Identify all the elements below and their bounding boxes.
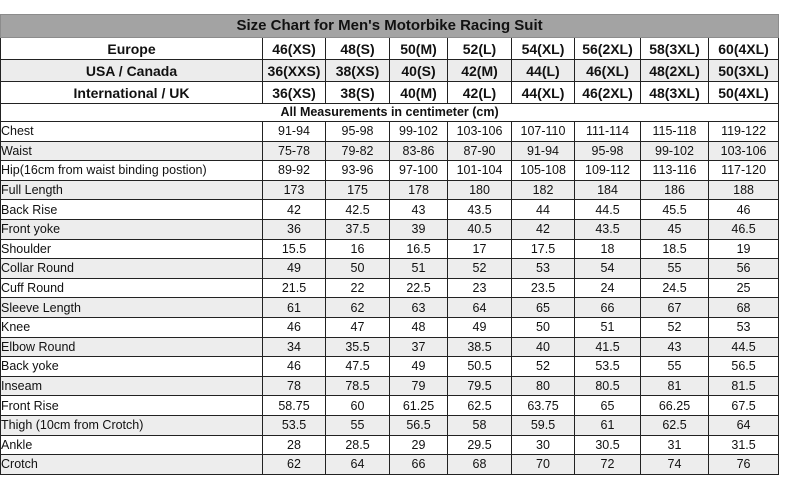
measurement-cell: 34 [263, 337, 326, 357]
measurement-cell: 42 [512, 219, 575, 239]
measurement-cell: 61 [263, 298, 326, 318]
measurement-cell: 76 [709, 455, 779, 475]
measurement-unit-note: All Measurements in centimeter (cm) [1, 104, 779, 122]
measurement-cell: 66 [575, 298, 641, 318]
measurement-row [1, 455, 779, 475]
measurement-row [1, 415, 779, 435]
measurement-cell: 50.5 [448, 357, 512, 377]
measurement-cell: 45.5 [641, 200, 709, 220]
size-cell: 58(3XL) [641, 38, 709, 60]
measurement-cell: 67 [641, 298, 709, 318]
measurement-cell: 22.5 [390, 278, 448, 298]
measurement-cell: 62 [326, 298, 390, 318]
measurement-label: Crotch [1, 455, 263, 475]
size-cell: 60(4XL) [709, 38, 779, 60]
measurement-cell: 91-94 [512, 141, 575, 161]
measurement-cell: 107-110 [512, 122, 575, 142]
measurement-cell: 58 [448, 415, 512, 435]
measurement-cell: 18.5 [641, 239, 709, 259]
measurement-label: Full Length [1, 180, 263, 200]
measurement-cell: 38.5 [448, 337, 512, 357]
measurement-cell: 52 [512, 357, 575, 377]
measurement-cell: 115-118 [641, 122, 709, 142]
measurement-cell: 29 [390, 435, 448, 455]
measurement-cell: 74 [641, 455, 709, 475]
measurement-row [1, 337, 779, 357]
measurement-cell: 53 [709, 317, 779, 337]
measurement-row [1, 259, 779, 279]
measurement-cell: 53 [512, 259, 575, 279]
measurement-cell: 184 [575, 180, 641, 200]
measurement-cell: 43.5 [448, 200, 512, 220]
measurement-cell: 43.5 [575, 219, 641, 239]
measurement-cell: 87-90 [448, 141, 512, 161]
measurement-cell: 68 [448, 455, 512, 475]
size-cell: 38(S) [326, 82, 390, 104]
measurement-cell: 48 [390, 317, 448, 337]
measurement-cell: 63 [390, 298, 448, 318]
size-cell: 40(M) [390, 82, 448, 104]
measurement-cell: 25 [709, 278, 779, 298]
measurement-cell: 39 [390, 219, 448, 239]
measurement-cell: 56 [709, 259, 779, 279]
measurement-cell: 65 [512, 298, 575, 318]
size-cell: 46(2XL) [575, 82, 641, 104]
measurement-cell: 103-106 [709, 141, 779, 161]
measurement-cell: 15.5 [263, 239, 326, 259]
measurement-cell: 75-78 [263, 141, 326, 161]
measurement-row [1, 376, 779, 396]
size-cell: 44(L) [512, 60, 575, 82]
measurement-cell: 56.5 [709, 357, 779, 377]
measurement-row [1, 298, 779, 318]
measurement-cell: 55 [641, 259, 709, 279]
measurement-cell: 62 [263, 455, 326, 475]
measurement-cell: 37.5 [326, 219, 390, 239]
measurement-label: Knee [1, 317, 263, 337]
measurement-cell: 29.5 [448, 435, 512, 455]
measurement-cell: 173 [263, 180, 326, 200]
measurement-row [1, 239, 779, 259]
measurement-cell: 16.5 [390, 239, 448, 259]
measurement-row [1, 219, 779, 239]
measurement-cell: 99-102 [641, 141, 709, 161]
measurement-cell: 23.5 [512, 278, 575, 298]
size-cell: 44(XL) [512, 82, 575, 104]
measurement-cell: 79-82 [326, 141, 390, 161]
measurement-cell: 35.5 [326, 337, 390, 357]
measurement-cell: 62.5 [448, 396, 512, 416]
measurement-cell: 41.5 [575, 337, 641, 357]
measurement-cell: 36 [263, 219, 326, 239]
measurement-cell: 188 [709, 180, 779, 200]
size-cell: 46(XL) [575, 60, 641, 82]
measurement-cell: 64 [326, 455, 390, 475]
size-cell: 42(L) [448, 82, 512, 104]
measurement-label: Cuff Round [1, 278, 263, 298]
measurement-cell: 46.5 [709, 219, 779, 239]
measurement-cell: 64 [709, 415, 779, 435]
measurement-row [1, 122, 779, 142]
measurement-label: Front yoke [1, 219, 263, 239]
measurement-cell: 43 [641, 337, 709, 357]
measurement-row [1, 180, 779, 200]
measurement-cell: 22 [326, 278, 390, 298]
measurement-cell: 28 [263, 435, 326, 455]
measurement-row [1, 278, 779, 298]
measurement-cell: 83-86 [390, 141, 448, 161]
size-chart-document [0, 14, 778, 475]
measurement-cell: 61.25 [390, 396, 448, 416]
measurement-label: Inseam [1, 376, 263, 396]
measurement-cell: 80 [512, 376, 575, 396]
measurement-cell: 72 [575, 455, 641, 475]
size-chart-table [0, 14, 779, 475]
size-cell: 42(M) [448, 60, 512, 82]
measurement-cell: 182 [512, 180, 575, 200]
note-row [1, 104, 779, 122]
measurement-cell: 55 [326, 415, 390, 435]
size-cell: 48(S) [326, 38, 390, 60]
measurement-label: Front Rise [1, 396, 263, 416]
measurement-cell: 91-94 [263, 122, 326, 142]
measurement-row [1, 141, 779, 161]
measurement-label: Waist [1, 141, 263, 161]
measurement-cell: 18 [575, 239, 641, 259]
measurement-cell: 42 [263, 200, 326, 220]
measurement-row [1, 357, 779, 377]
measurement-label: Chest [1, 122, 263, 142]
size-cell: 48(3XL) [641, 82, 709, 104]
measurement-cell: 70 [512, 455, 575, 475]
measurement-cell: 31.5 [709, 435, 779, 455]
measurement-row [1, 435, 779, 455]
measurement-cell: 103-106 [448, 122, 512, 142]
measurement-label: Elbow Round [1, 337, 263, 357]
measurement-cell: 60 [326, 396, 390, 416]
measurement-cell: 24 [575, 278, 641, 298]
measurement-cell: 59.5 [512, 415, 575, 435]
measurement-cell: 30.5 [575, 435, 641, 455]
measurement-cell: 46 [709, 200, 779, 220]
size-cell: 48(2XL) [641, 60, 709, 82]
measurement-label: Collar Round [1, 259, 263, 279]
measurement-cell: 80.5 [575, 376, 641, 396]
size-row [1, 82, 779, 104]
measurement-cell: 52 [641, 317, 709, 337]
measurement-row [1, 161, 779, 181]
measurement-cell: 16 [326, 239, 390, 259]
measurement-cell: 19 [709, 239, 779, 259]
measurement-cell: 101-104 [448, 161, 512, 181]
measurement-label: Hip(16cm from waist binding postion) [1, 161, 263, 181]
measurement-cell: 63.75 [512, 396, 575, 416]
measurement-cell: 81.5 [709, 376, 779, 396]
measurement-row [1, 317, 779, 337]
measurement-cell: 99-102 [390, 122, 448, 142]
measurement-cell: 44.5 [575, 200, 641, 220]
measurement-label: Sleeve Length [1, 298, 263, 318]
measurement-label: Back yoke [1, 357, 263, 377]
measurement-cell: 50 [326, 259, 390, 279]
measurement-cell: 44.5 [709, 337, 779, 357]
measurement-row [1, 396, 779, 416]
measurement-cell: 21.5 [263, 278, 326, 298]
chart-title: Size Chart for Men's Motorbike Racing Suit [1, 15, 779, 38]
measurement-row [1, 200, 779, 220]
measurement-cell: 178 [390, 180, 448, 200]
measurement-cell: 55 [641, 357, 709, 377]
measurement-cell: 49 [448, 317, 512, 337]
measurement-cell: 89-92 [263, 161, 326, 181]
measurement-cell: 40 [512, 337, 575, 357]
measurement-cell: 113-116 [641, 161, 709, 181]
measurement-cell: 68 [709, 298, 779, 318]
size-row [1, 60, 779, 82]
measurement-cell: 95-98 [326, 122, 390, 142]
size-cell: 52(L) [448, 38, 512, 60]
measurement-label: Back Rise [1, 200, 263, 220]
size-cell: 50(3XL) [709, 60, 779, 82]
size-row [1, 38, 779, 60]
size-cell: 40(S) [390, 60, 448, 82]
measurement-cell: 52 [448, 259, 512, 279]
measurement-cell: 46 [263, 317, 326, 337]
measurement-cell: 79.5 [448, 376, 512, 396]
measurement-cell: 54 [575, 259, 641, 279]
measurement-cell: 37 [390, 337, 448, 357]
measurement-cell: 186 [641, 180, 709, 200]
measurement-cell: 81 [641, 376, 709, 396]
measurement-cell: 109-112 [575, 161, 641, 181]
measurement-cell: 17 [448, 239, 512, 259]
size-cell: 36(XS) [263, 82, 326, 104]
title-row [1, 15, 779, 38]
measurement-cell: 53.5 [263, 415, 326, 435]
measurement-cell: 31 [641, 435, 709, 455]
size-cell: 46(XS) [263, 38, 326, 60]
measurement-cell: 56.5 [390, 415, 448, 435]
size-cell: 38(XS) [326, 60, 390, 82]
measurement-cell: 117-120 [709, 161, 779, 181]
measurement-cell: 93-96 [326, 161, 390, 181]
measurement-cell: 119-122 [709, 122, 779, 142]
measurement-cell: 23 [448, 278, 512, 298]
measurement-cell: 95-98 [575, 141, 641, 161]
size-cell: 54(XL) [512, 38, 575, 60]
measurement-cell: 67.5 [709, 396, 779, 416]
measurement-cell: 51 [390, 259, 448, 279]
measurement-cell: 49 [263, 259, 326, 279]
size-cell: 36(XXS) [263, 60, 326, 82]
measurement-cell: 47.5 [326, 357, 390, 377]
measurement-cell: 65 [575, 396, 641, 416]
measurement-cell: 24.5 [641, 278, 709, 298]
measurement-cell: 46 [263, 357, 326, 377]
measurement-cell: 42.5 [326, 200, 390, 220]
size-cell: 50(M) [390, 38, 448, 60]
measurement-cell: 53.5 [575, 357, 641, 377]
measurement-label: Ankle [1, 435, 263, 455]
measurement-cell: 111-114 [575, 122, 641, 142]
measurement-cell: 97-100 [390, 161, 448, 181]
measurement-cell: 62.5 [641, 415, 709, 435]
measurement-cell: 47 [326, 317, 390, 337]
size-row-label: Europe [1, 38, 263, 60]
measurement-cell: 30 [512, 435, 575, 455]
measurement-cell: 28.5 [326, 435, 390, 455]
measurement-cell: 64 [448, 298, 512, 318]
measurement-cell: 51 [575, 317, 641, 337]
measurement-cell: 50 [512, 317, 575, 337]
measurement-cell: 175 [326, 180, 390, 200]
measurement-label: Shoulder [1, 239, 263, 259]
measurement-cell: 43 [390, 200, 448, 220]
measurement-cell: 44 [512, 200, 575, 220]
measurement-cell: 66.25 [641, 396, 709, 416]
measurement-label: Thigh (10cm from Crotch) [1, 415, 263, 435]
size-cell: 56(2XL) [575, 38, 641, 60]
measurement-cell: 180 [448, 180, 512, 200]
measurement-cell: 58.75 [263, 396, 326, 416]
measurement-cell: 66 [390, 455, 448, 475]
measurement-cell: 49 [390, 357, 448, 377]
size-row-label: International / UK [1, 82, 263, 104]
measurement-cell: 79 [390, 376, 448, 396]
measurement-cell: 17.5 [512, 239, 575, 259]
measurement-cell: 78.5 [326, 376, 390, 396]
measurement-cell: 40.5 [448, 219, 512, 239]
measurement-cell: 105-108 [512, 161, 575, 181]
measurement-cell: 61 [575, 415, 641, 435]
size-cell: 50(4XL) [709, 82, 779, 104]
measurement-cell: 45 [641, 219, 709, 239]
size-row-label: USA / Canada [1, 60, 263, 82]
measurement-cell: 78 [263, 376, 326, 396]
